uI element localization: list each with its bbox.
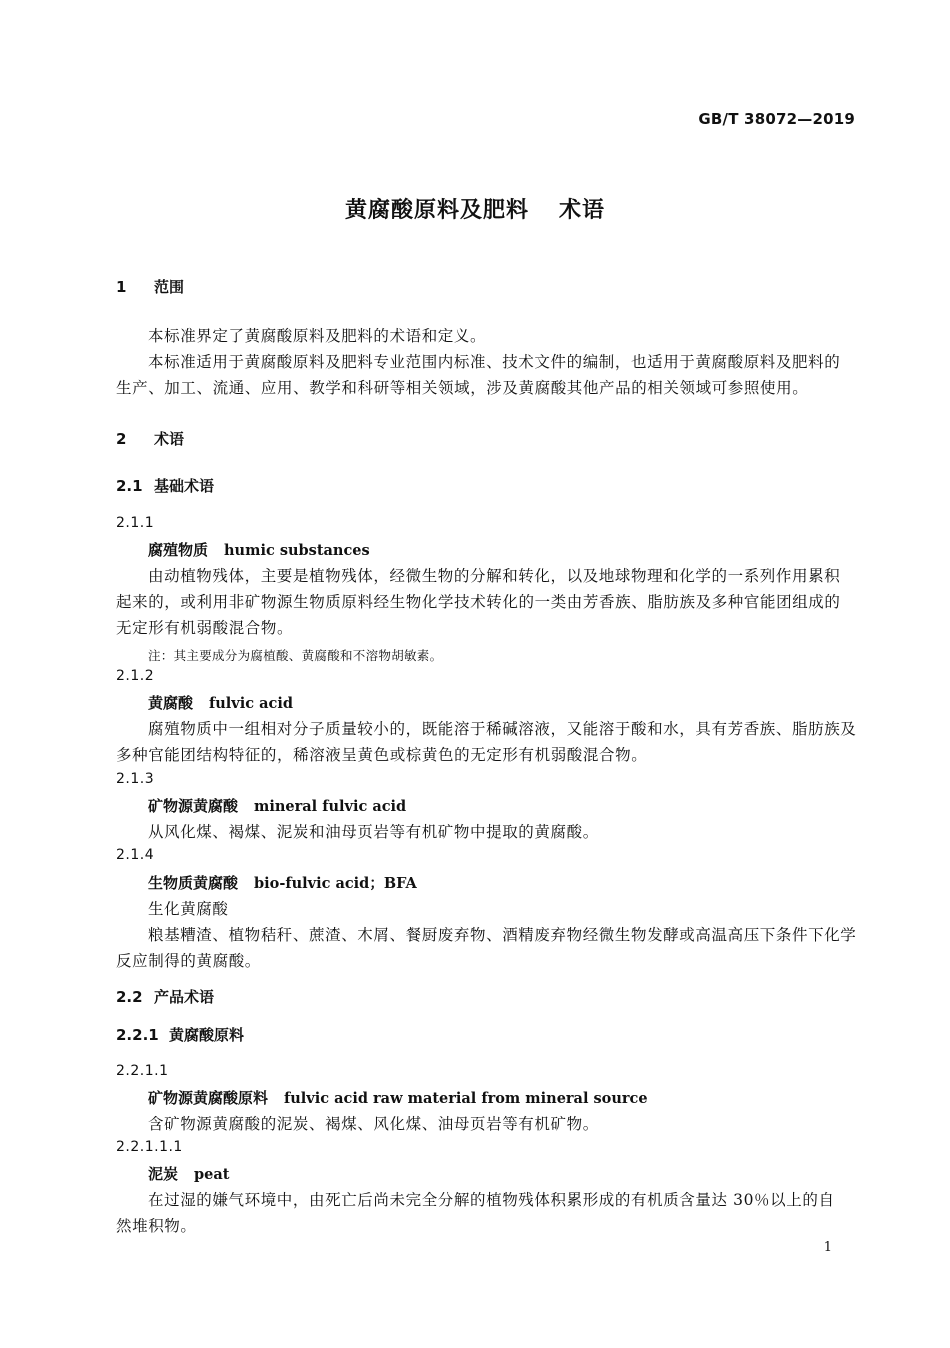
section-title: 黄腐酸原料 (169, 1026, 245, 1044)
term-en: fulvic acid raw material from mineral source (284, 1090, 648, 1107)
term-number: 2.1.2 (116, 668, 155, 684)
section-title: 术语 (154, 430, 185, 448)
term-definition-line: 从风化煤、褐煤、泥炭和油母页岩等有机矿物中提取的黄腐酸。 (148, 823, 599, 841)
term-en: humic substances (224, 542, 370, 559)
term-definition-line: 在过湿的嫌气环境中，由死亡后尚未完全分解的植物残体积累形成的有机质含量达 30％以上的自 (148, 1191, 835, 1209)
section-title: 范围 (154, 278, 185, 296)
document-title (0, 193, 950, 224)
section-number: 2.2 (116, 988, 143, 1006)
term-number: 2.2.1.1.1 (116, 1139, 183, 1155)
term-definition-line: 腐殖物质中一组相对分子质量较小的，既能溶于稀碱溶液，又能溶于酸和水，具有芳香族、脂肪族及 (148, 720, 857, 738)
term-definition-line: 多种官能团结构特征的，稀溶液呈黄色或棕黄色的无定形有机弱酸混合物。 (116, 746, 648, 764)
term-definition-line: 无定形有机弱酸混合物。 (116, 619, 294, 637)
section-title: 产品术语 (154, 988, 215, 1006)
term-zh: 生物质黄腐酸 (148, 874, 239, 892)
section-2-2-heading (116, 986, 214, 1007)
title-sub: 术语 (559, 198, 606, 223)
term-alternative: 生化黄腐酸 (148, 900, 229, 918)
term-zh: 矿物源黄腐酸原料 (148, 1089, 269, 1107)
term-en: bio-fulvic acid；BFA (254, 875, 417, 892)
term-number: 2.1.1 (116, 515, 155, 531)
term-heading (148, 795, 406, 816)
term-heading (148, 539, 370, 560)
term-heading (148, 1163, 229, 1184)
scope-paragraph-2-line-2: 生产、加工、流通、应用、教学和科研等相关领域，涉及黄腐酸其他产品的相关领域可参照使用。 (116, 379, 809, 397)
section-2-2-1-heading (116, 1024, 244, 1045)
section-number: 2.2.1 (116, 1026, 159, 1044)
term-heading (148, 872, 417, 893)
term-definition-line: 起来的，或利用非矿物源生物质原料经生物化学技术转化的一类由芳香族、脂肪族及多种官能团组成的 (116, 593, 841, 611)
scope-paragraph-1: 本标准界定了黄腐酸原料及肥料的术语和定义。 (148, 327, 487, 345)
section-number: 2.1 (116, 477, 143, 495)
term-en: peat (194, 1166, 230, 1183)
term-definition-line: 然堆积物。 (116, 1217, 197, 1235)
term-number: 2.1.4 (116, 847, 155, 863)
term-en: mineral fulvic acid (254, 798, 407, 815)
section-number: 2 (116, 430, 127, 448)
term-definition-line: 粮基糟渣、植物秸秆、蔗渣、木屑、餐厨废弃物、酒精废弃物经微生物发酵或高温高压下条件下化学 (148, 926, 857, 944)
term-zh: 泥炭 (148, 1165, 179, 1183)
section-2-heading (116, 428, 184, 449)
scope-paragraph-2-line-1: 本标准适用于黄腐酸原料及肥料专业范围内标准、技术文件的编制，也适用于黄腐酸原料及肥料的 (148, 353, 841, 371)
section-1-heading (116, 276, 184, 297)
term-definition-line: 反应制得的黄腐酸。 (116, 952, 261, 970)
term-heading (148, 692, 293, 713)
term-zh: 腐殖物质 (148, 541, 209, 559)
term-number: 2.1.3 (116, 771, 155, 787)
title-main: 黄腐酸原料及肥料 (344, 198, 529, 223)
term-definition-line: 由动植物残体，主要是植物残体，经微生物的分解和转化，以及地球物理和化学的一系列作用累积 (148, 567, 841, 585)
term-zh: 黄腐酸 (148, 694, 194, 712)
term-zh: 矿物源黄腐酸 (148, 797, 239, 815)
section-title: 基础术语 (154, 477, 215, 495)
term-heading (148, 1087, 648, 1108)
section-2-1-heading (116, 475, 214, 496)
section-number: 1 (116, 278, 127, 296)
term-en: fulvic acid (209, 695, 293, 712)
term-note: 注：其主要成分为腐植酸、黄腐酸和不溶物胡敏素。 (148, 648, 443, 663)
term-definition-line: 含矿物源黄腐酸的泥炭、褐煤、风化煤、油母页岩等有机矿物。 (148, 1115, 599, 1133)
term-number: 2.2.1.1 (116, 1063, 169, 1079)
page-number: 1 (823, 1240, 832, 1255)
standard-number: GB/T 38072—2019 (698, 110, 855, 128)
